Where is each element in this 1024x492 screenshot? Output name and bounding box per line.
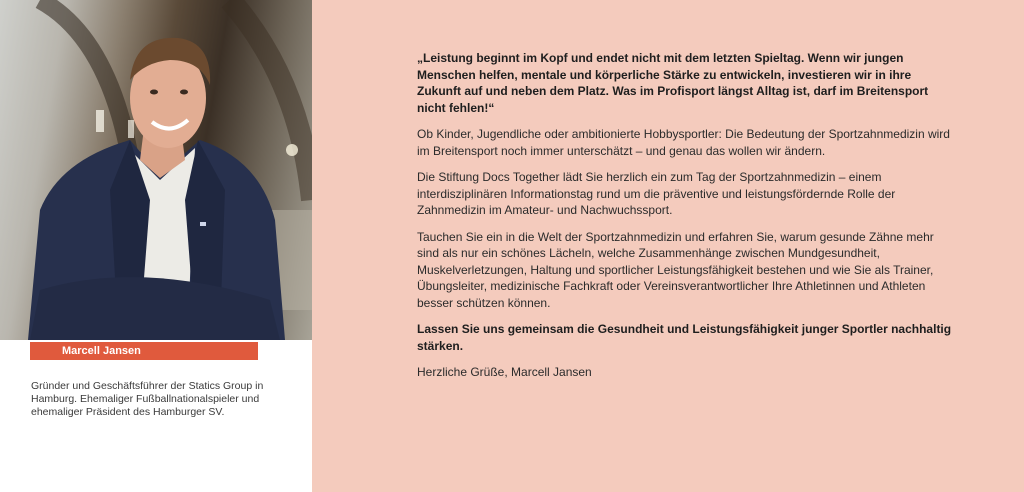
quote-text: „Leistung beginnt im Kopf und endet nicht mit dem letzten Spieltag. Wenn wir jungen Menschen helfen, mentale und körperliche Stärke zu entwickeln, investieren wir in ihre Zukunft auf und neben dem Platz. Was im Profisport längst Alltag ist, darf im Breitensport nicht fehlen!“: [417, 51, 929, 115]
bio-text: Gründer und Geschäftsführer der Statics Group in Hamburg. Ehemaliger Fußballnationalspieler und ehemaliger Präsident des Hamburger SV.: [31, 380, 264, 418]
closing-signature: Herzliche Grüße, Marcell Jansen: [417, 365, 592, 379]
portrait-illustration: [0, 0, 312, 340]
name-label: Marcell Jansen: [30, 342, 258, 360]
paragraph-intro: Ob Kinder, Jugendliche oder ambitionierte Hobbysportler: Die Bedeutung der Sportzahnmedizin wird im Breitensport noch immer unterschätzt – und genau das wollen wir ändern.: [417, 127, 950, 158]
letter-panel: [312, 0, 1024, 492]
paragraph-details: Tauchen Sie ein in die Welt der Sportzahnmedizin und erfahren Sie, warum gesunde Zähne mehr sind als nur ein schönes Lächeln, welche Zusammenhänge zwischen Mundgesundheit, Muskelverletzungen, Haltung und sportlicher Leistungsfähigkeit bestehen und wie Sie als Trainer, Übungsleiter, medizinische Fachkraft oder Vereinsverantwortlicher Ihre Athletinnen und Athleten besser schützen können.: [417, 229, 934, 310]
call-to-action: Lassen Sie uns gemeinsam die Gesundheit und Leistungsfähigkeit junger Sportler nachhaltig stärken.: [417, 322, 952, 353]
paragraph-invitation: Die Stiftung Docs Together lädt Sie herzlich ein zum Tag der Sportzahnmedizin – einem interdisziplinären Informationstag rund um die präventive und leistungsfördernde Rolle der Zahnmedizin im Amateur- und Nachwuchssport.: [417, 170, 896, 217]
profile-panel: [0, 0, 312, 492]
portrait-photo: [0, 0, 312, 340]
letter-body: [417, 50, 957, 391]
